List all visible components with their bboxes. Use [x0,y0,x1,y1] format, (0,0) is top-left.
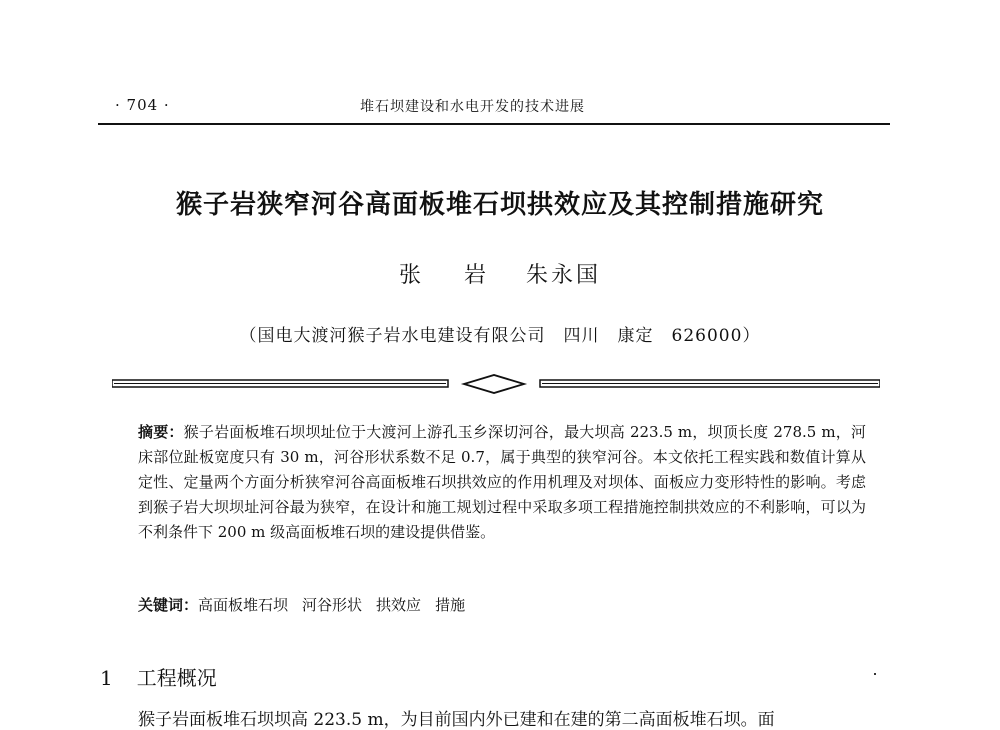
paper-title: 猴子岩狭窄河谷高面板堆石坝拱效应及其控制措施研究 [175,190,824,220]
abstract-text: 猴子岩面板堆石坝坝址位于大渡河上游孔玉乡深切河谷，最大坝高 223.5 m，坝顶长度 278.5 m，河床部位趾板宽度只有 30 m，河谷形状系数不足 0.7，属于典型的狭窄河谷。本文依托工程实践和数值计算从定性、定量两个方面分析狭窄河谷高面板堆石坝拱效应的作用机理及对坝体、面板应力变形特性的影响。考虑到猴子岩大坝坝址河谷最为狭窄，在设计和施工规划过程中采取多项工程措施控制拱效应的不利影响，可以为不利条件下 200 m 级高面板堆石坝的建设提供借鉴。 [138,423,866,541]
author-name: 张 岩 [398,263,504,288]
abstract [138,420,866,545]
keyword: 拱效应 [376,596,422,614]
header-rule [98,123,890,125]
affiliation: （国电大渡河猴子岩水电建设有限公司 四川 康定 626000） [239,326,761,346]
keywords-label: 关键词： [138,596,199,614]
keyword: 高面板堆石坝 [198,596,289,614]
authors [0,258,1000,289]
ornamental-divider [112,373,880,395]
running-title: 堆石坝建设和水电开发的技术进展 [360,99,585,115]
section-number: 1 [100,666,113,690]
page-number: · 704 · [115,96,170,114]
keyword: 措施 [435,596,466,614]
section-title: 工程概况 [136,666,217,690]
keyword: 河谷形状 [302,596,363,614]
section-heading [100,662,217,691]
abstract-label: 摘要： [138,423,184,441]
author-name: 朱永国 [525,263,601,288]
keywords [138,593,866,618]
scan-speck [874,673,876,675]
body-paragraph: 猴子岩面板堆石坝坝高 223.5 m，为目前国内外已建和在建的第二高面板堆石坝。面 [138,710,775,730]
